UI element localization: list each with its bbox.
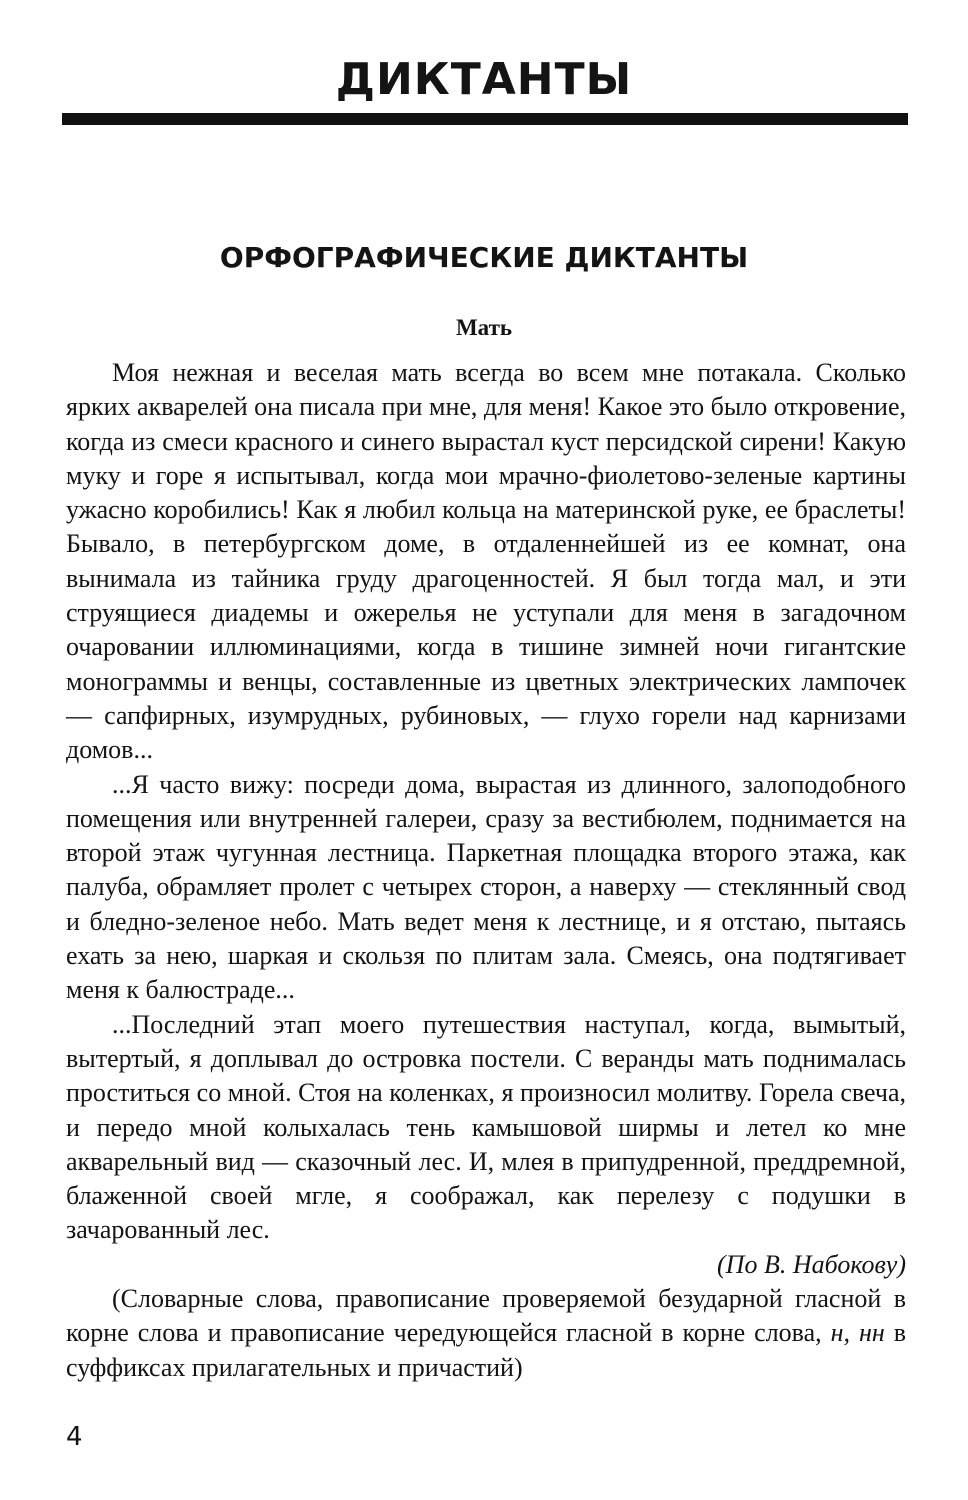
- grammar-note-part2: в суффиксах прилагательных и причастий): [66, 1318, 906, 1382]
- page-number: 4: [66, 1422, 83, 1452]
- chapter-title: ДИКТАНТЫ: [335, 54, 633, 105]
- attribution: (По В. Набокову): [717, 1249, 906, 1279]
- grammar-note-italic: н, нн: [830, 1318, 885, 1348]
- text-title: Мать: [455, 315, 513, 340]
- paragraph-3: ...Последний этап моего путешествия наступал, когда, вымытый, вытертый, я доплывал до островка постели. С веранды мать поднималась проститься со мной. Стоя на коленках, я произносил молитву. Горела свеча, и передо мной колыхалась тень камышовой ширмы и летел ко мне акварельный вид — сказочный лес. И, млея в припудренной, преддремной, блаженной своей мгле, я соображал, как перелезу с подушки в зачарованный лес.: [66, 1009, 906, 1245]
- paragraph-1: Моя нежная и веселая мать всегда во всем мне потакала. Сколько ярких акварелей она писала при мне, для меня! Какое это было откровение, когда из смеси красного и синего вырастал куст персидской сирени! Какую муку и горе я испытывал, когда мои мрачно-фиолетово-зеленые картины ужасно коробились! Как я любил кольца на материнской руке, ее браслеты! Бывало, в петербургском доме, в отдаленнейшей из ее комнат, она вынимала из тайника груду драгоценностей. Я был тогда мал, и эти струящиеся диадемы и ожерелья не уступали для меня в загадочном очаровании иллюминациями, когда в тишине зимней ночи гигантские монограммы и венцы, составленные из цветных электрических лампочек — сапфирных, изумрудных, рубиновых, — глухо горели над карнизами домов...: [66, 358, 906, 765]
- grammar-note: [66, 1282, 906, 1385]
- grammar-note-part1: (Словарные слова, правописание проверяемой безударной гласной в корне слова и правописание чередующейся гласной в корне слова,: [66, 1284, 906, 1348]
- dictation-text: [66, 356, 906, 1385]
- header-rule: [62, 114, 908, 125]
- paragraph-2: ...Я часто вижу: посреди дома, вырастая из длинного, залоподобного помещения или внутренней галереи, сразу за вестибюлем, поднимается на второй этаж чугунная лестница. Паркетная площадка второго этажа, как палуба, обрамляет пролет с четырех сторон, а наверху — стеклянный свод и бледно-зеленое небо. Мать ведет меня к лестнице, и я отстаю, пытаясь ехать за нею, шаркая и скользя по плитам зала. Смеясь, она подтягивает меня к балюстраде...: [66, 769, 906, 1005]
- section-title: ОРФОГРАФИЧЕСКИЕ ДИКТАНТЫ: [219, 241, 749, 274]
